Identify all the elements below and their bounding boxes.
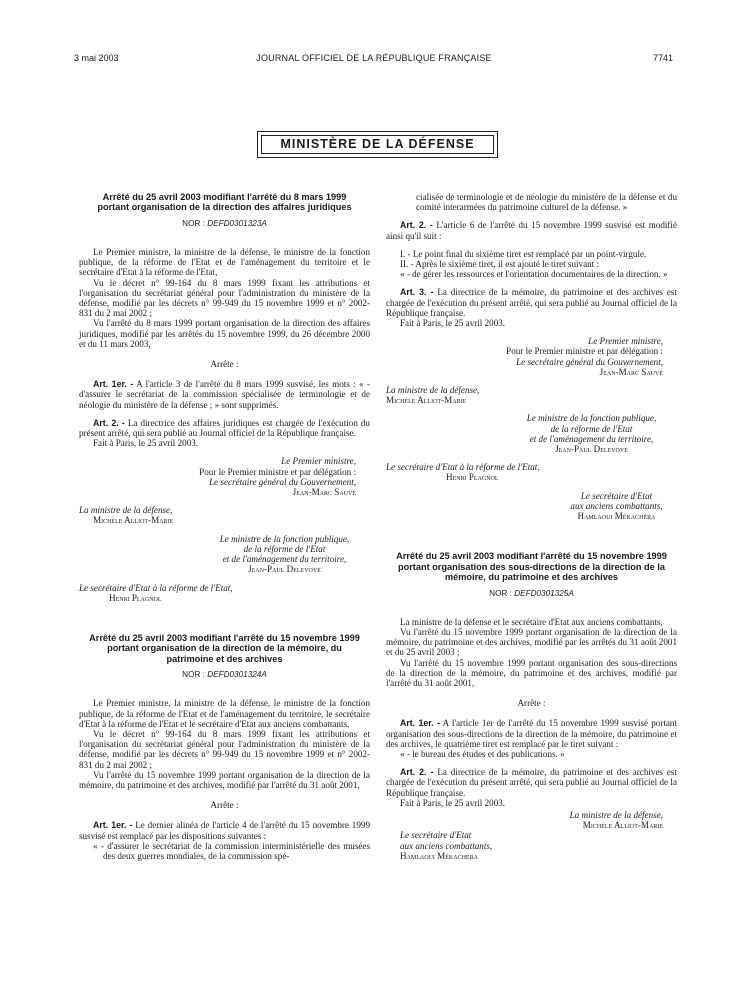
arrete2-article-2: Art. 2. - L'article 6 de l'arrêté du 15 novembre 1999 susvisé est modifié ainsi qu'il suit : <box>386 220 677 241</box>
article-label: Art. 2. - <box>93 417 125 428</box>
arrete2-article-3: Art. 3. - La directrice de la mémoire, du patrimoine et des archives est chargée de l'exécution du présent arrêté, qui sera publié au Journal officiel de la République française. <box>386 287 677 318</box>
arrete1-nor <box>79 219 370 229</box>
arrete2-date-place: Fait à Paris, le 25 avril 2003. <box>400 318 506 329</box>
nor-label: NOR : <box>182 218 205 228</box>
arrete1-signature-pm: Le Premier ministre, Pour le Premier ministre et par délégation : Le secrétaire général du Gouvernement, Jean-Marc Sauvé <box>199 456 356 498</box>
arrete2-quote-continued: cialisée de terminologie et de néologie du ministère de la défense et du comité interarmées du patrimoine culturel de la défense. » <box>416 192 677 213</box>
nor-code: DEFD0301325A <box>514 588 574 598</box>
arrete1-title: Arrêté du 25 avril 2003 modifiant l'arrêté du 8 mars 1999 portant organisation de la direction des affaires juridiques <box>97 192 352 213</box>
left-column <box>79 192 370 861</box>
arrete2-signature-reforme: Le secrétaire d'Etat à la réforme de l'Etat, Henri Plagnol <box>386 462 540 483</box>
ministry-box <box>257 131 498 158</box>
nor-code: DEFD0301323A <box>207 218 267 228</box>
arrete3-signature-defense: La ministre de la défense, Michèle Alliot-Marie <box>569 809 663 831</box>
arrete2-item-3: « - de gérer les ressources et l'orientation documentaires de la direction. » <box>400 269 668 280</box>
arrete1-visa-1: Vu le décret n° 99-164 du 8 mars 1999 fixant les attributions et l'organisation du secrétariat général pour l'administration du ministère de la défense, modifié par les décrets n° 99-949 du 15 novembre 1999 et n° 2002-831 du 2 mai 2002 ; <box>79 277 370 319</box>
article-label: Art. 1er. - <box>93 379 134 390</box>
arrete1-signature-fonction-publique: Le ministre de la fonction publique, de la réforme de l'Etat et de l'aménagement du territoire, Jean-Paul Delevoye <box>219 533 350 575</box>
right-column <box>386 192 677 861</box>
arrete1-visa-2: Vu l'arrêté du 8 mars 1999 portant organisation de la direction des affaires juridiques, modifié par les arrêtés du 15 novembre 1999, du 26 décembre 2000 et du 11 mars 2003, <box>79 318 370 349</box>
arrete2-signature-pm: Le Premier ministre, Pour le Premier ministre et par délégation : Le secrétaire général du Gouvernement, Jean-Marc Sauvé <box>506 336 663 377</box>
arrete1-signature-defense: La ministre de la défense, Michèle Alliot-Marie <box>79 505 174 526</box>
arrete3-visa-1: Vu l'arrêté du 15 novembre 1999 portant organisation de la direction de la mémoire, du patrimoine et des archives, modifié par les arrêtés du 31 août 2001 et du 25 avril 2003 ; <box>386 626 677 658</box>
arrete1-arrete: Arrête : <box>210 359 239 370</box>
arrete2-signature-fonction-publique: Le ministre de la fonction publique, de la réforme de l'Etat et de l'aménagement du territoire, Jean-Paul Delevoye <box>526 413 657 455</box>
arrete3-date-place: Fait à Paris, le 25 avril 2003. <box>400 797 506 808</box>
arrete3-title: Arrêté du 25 avril 2003 modifiant l'arrêté du 15 novembre 1999 portant organisation des sous-directions de la direction de la mémoire, du patrimoine et des archives <box>396 551 667 583</box>
arrete2-visa-2: Vu l'arrêté du 15 novembre 1999 portant organisation de la direction de la mémoire, du patrimoine et des archives, modifié par l'arrêté du 31 août 2001, <box>79 769 370 790</box>
arrete2-arrete: Arrête : <box>210 800 239 811</box>
arrete2-item-1: I. - Le point final du sixième tiret est remplacé par un point-virgule. <box>400 248 647 259</box>
arrete1-article-1: Art. 1er. - A l'article 3 de l'arrêté du 8 mars 1999 susvisé, les mots : « - d'assurer le secrétariat de la commission spécialisée de terminologie et de néologie du ministère de la défense ; » sont supprimés. <box>79 379 370 410</box>
arrete3-article-1-quote: « - le bureau des études et des publications. » <box>400 748 565 759</box>
arrete2-article-1-quote: « - d'assurer le secrétariat de la commission interministérielle des musées des deux guerres mondiales, de la commission spé- <box>93 840 370 861</box>
header-journal-title: JOURNAL OFFICIEL DE LA RÉPUBLIQUE FRANÇAISE <box>256 53 492 63</box>
arrete1-preamble: Le Premier ministre, la ministre de la défense, le ministre de la fonction publique, de la réforme de l'Etat et de l'aménagement du territoire et le secrétaire d'Etat à la réforme de l'Etat, <box>79 247 370 278</box>
arrete2-article-1: Art. 1er. - Le dernier alinéa de l'article 4 de l'arrêté du 15 novembre 1999 susvisé est remplacé par les dispositions suivantes : <box>79 820 370 841</box>
arrete2-signature-anciens-combattants: Le secrétaire d'Etat aux anciens combattants, Hamlaoui Mékachéra <box>570 490 663 522</box>
arrete2-nor <box>79 670 370 680</box>
article-label: Art. 2. - <box>400 767 434 778</box>
arrete3-article-1: Art. 1er. - A l'article 1er de l'arrêté du 15 novembre 1999 susvisé portant organisation des sous-directions de la direction de la mémoire, du patrimoine et des archives, le quatrième tiret est remplacé par le tiret suivant : <box>386 718 677 749</box>
header-date: 3 mai 2003 <box>74 53 119 63</box>
arrete3-article-2: Art. 2. - La directrice de la mémoire, du patrimoine et des archives est chargée de l'exécution du présent arrêté, qui sera publié au Journal officiel de la République française. <box>386 767 677 798</box>
article-label: Art. 2. - <box>400 220 433 231</box>
arrete3-arrete: Arrête : <box>517 698 546 709</box>
ministry-title: MINISTÈRE DE LA DÉFENSE <box>261 135 494 154</box>
article-label: Art. 1er. - <box>400 718 440 729</box>
arrete2-visa-1: Vu le décret n° 99-164 du 8 mars 1999 fixant les attributions et l'organisation du secrétariat général pour l'administration du ministère de la défense, modifié par les décrets n° 99-949 du 15 novembre 1999 et n° 2002-831 du 2 mai 2002 ; <box>79 728 370 770</box>
article-label: Art. 3. - <box>400 287 434 298</box>
arrete3-nor <box>386 589 677 599</box>
arrete3-preamble: La ministre de la défense et le secrétaire d'Etat aux anciens combattants, <box>400 616 663 627</box>
arrete2-item-2: II. - Après le sixième tiret, il est ajouté le tiret suivant : <box>400 259 599 270</box>
arrete1-date-place: Fait à Paris, le 25 avril 2003. <box>93 438 199 449</box>
arrete1-signature-reforme: Le secrétaire d'Etat à la réforme de l'Etat, Henri Plagnol <box>79 582 233 603</box>
arrete2-signature-defense: La ministre de la défense, Michèle Alliot-Marie <box>386 385 480 406</box>
article-label: Art. 1er. - <box>93 820 133 831</box>
header-page-number: 7741 <box>653 53 674 63</box>
arrete3-signature-anciens-combattants: Le secrétaire d'Etat aux anciens combattants, Hamlaoui Mékachéra <box>400 830 493 861</box>
nor-label: NOR : <box>489 588 512 598</box>
arrete1-article-2: Art. 2. - La directrice des affaires juridiques est chargée de l'exécution du présent arrêté, qui sera publié au Journal officiel de la République française. <box>79 417 370 439</box>
nor-label: NOR : <box>182 670 205 680</box>
arrete2-preamble: Le Premier ministre, la ministre de la défense, le ministre de la fonction publique, de la réforme de l'Etat et de l'aménagement du territoire, le secrétaire d'Etat à la réforme de l'Etat et le secrétaire d'Etat aux anciens combattants, <box>79 698 370 729</box>
nor-code: DEFD0301324A <box>207 670 267 680</box>
arrete3-visa-2: Vu l'arrêté du 15 novembre 1999 portant organisation des sous-directions de la direction de la mémoire, du patrimoine et des archives, modifié par l'arrêté du 31 août 2001, <box>386 657 677 688</box>
arrete2-title: Arrêté du 25 avril 2003 modifiant l'arrêté du 15 novembre 1999 portant organisation de la direction de la mémoire, du patrimoine et des archives <box>89 632 360 664</box>
